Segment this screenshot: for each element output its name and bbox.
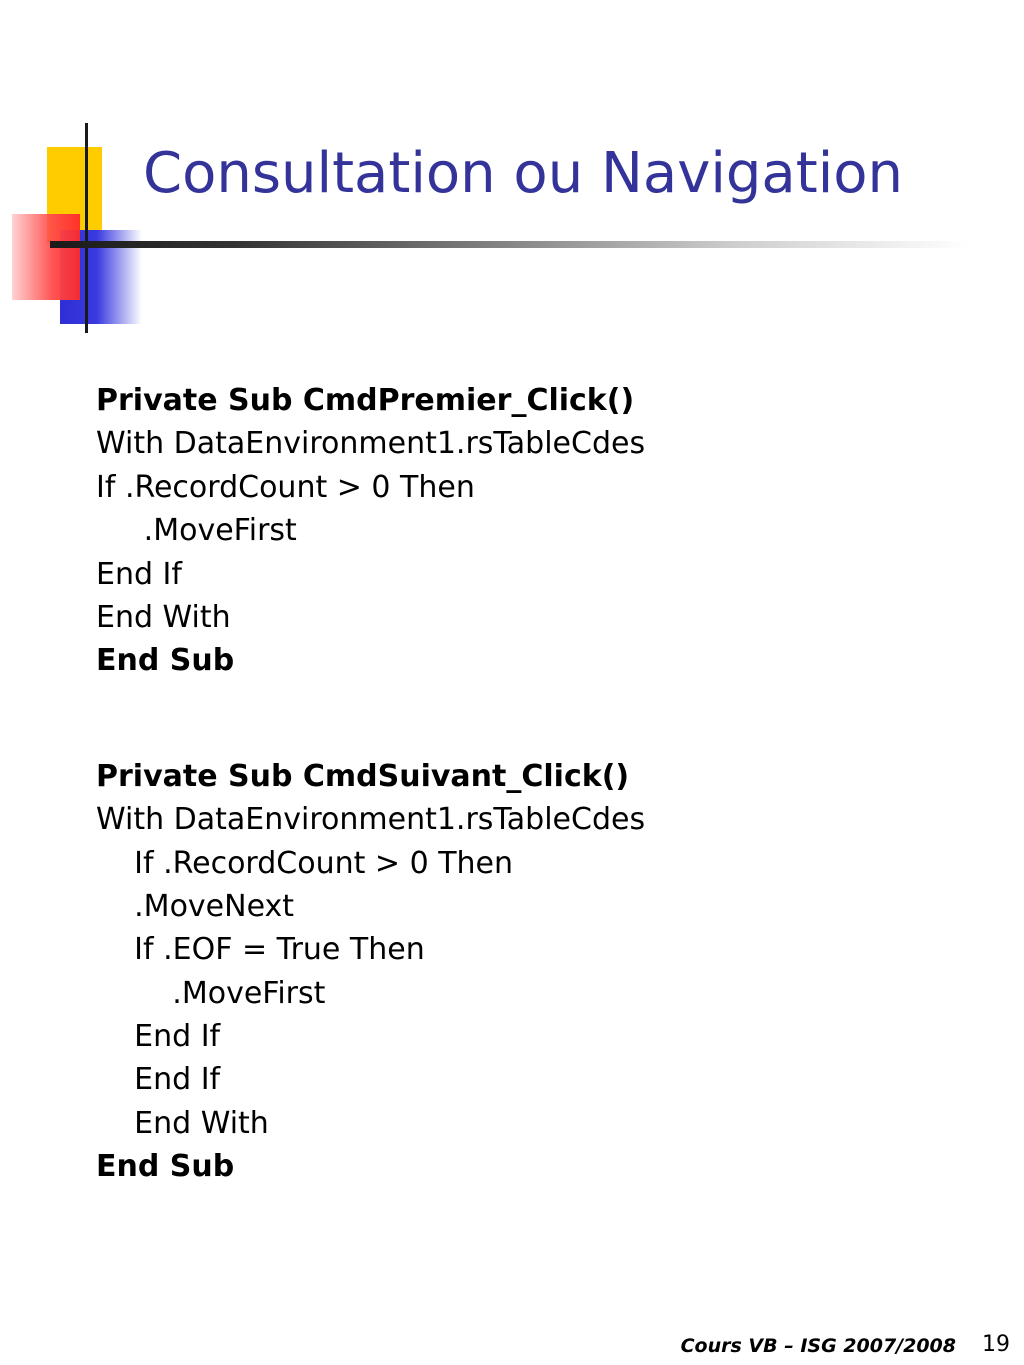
vertical-line — [85, 123, 88, 333]
code-line: End If — [96, 1019, 221, 1055]
code-line: End Sub — [96, 643, 235, 679]
code-line: With DataEnvironment1.rsTableCdes — [96, 426, 646, 462]
code-line: If .RecordCount > 0 Then — [96, 845, 514, 881]
code-line: With DataEnvironment1.rsTableCdes — [96, 802, 646, 838]
decorative-logo — [0, 0, 160, 340]
code-line: If .RecordCount > 0 Then — [96, 469, 475, 505]
code-listing — [96, 379, 645, 1189]
code-line: End With — [96, 599, 231, 635]
code-line: End If — [96, 1062, 221, 1098]
code-line: Private Sub CmdPremier_Click() — [96, 383, 635, 418]
code-line: End If — [96, 556, 182, 592]
code-line: If .EOF = True Then — [96, 932, 425, 968]
footer-text: Cours VB – ISG 2007/2008 — [680, 1335, 956, 1357]
slide-title: Consultation ou Navigation — [143, 141, 904, 206]
code-line: .MoveNext — [96, 888, 295, 924]
title-underline — [50, 241, 970, 248]
red-square — [12, 214, 80, 300]
page-number: 19 — [982, 1332, 1010, 1357]
code-line: End With — [96, 1105, 269, 1141]
code-spacer — [96, 683, 645, 755]
code-line: .MoveFirst — [96, 975, 326, 1011]
code-line: Private Sub CmdSuivant_Click() — [96, 758, 630, 794]
code-line: .MoveFirst — [96, 513, 297, 549]
code-line: End Sub — [96, 1149, 235, 1185]
